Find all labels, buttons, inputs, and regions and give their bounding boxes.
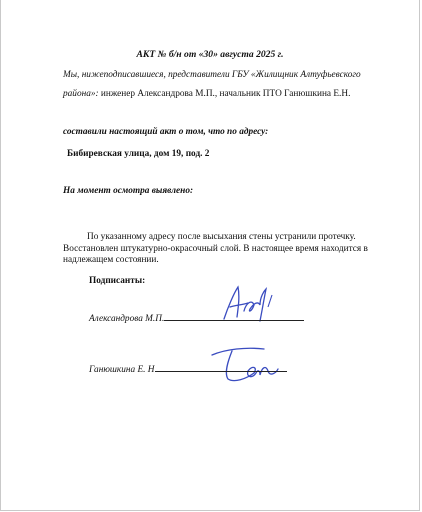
act-title: АКТ № б/н от «30» августа 2025 г.	[136, 49, 284, 60]
intro-line-2-italic: района»:	[63, 89, 99, 99]
intro-line-2	[63, 89, 350, 99]
signers-heading: Подписанты:	[89, 276, 146, 286]
compiled-statement: составили настоящий акт о том, что по адресу:	[63, 127, 269, 137]
inspection-body	[63, 232, 391, 267]
address: Бибиревская улица, дом 19, под. 2	[67, 149, 210, 159]
signer-row-1	[89, 312, 304, 324]
inspection-heading: На момент осмотра выявлено:	[63, 186, 194, 196]
inspection-body-text: По указанному адресу после высыхания стены устранили протечку. Восстановлен штукатурно-окрасочный слой. В настоящее время находится в надлежащем состоянии.	[63, 232, 368, 266]
signer-row-2	[89, 363, 287, 375]
signature-line-2	[155, 363, 287, 372]
intro-line-1: Мы, нижеподписавшиеся, представители ГБУ «Жилищник Алтуфьевского	[63, 70, 361, 80]
signature-line-1	[164, 312, 304, 321]
signer-name-2: Ганюшкина Е. Н	[89, 365, 155, 375]
signer-name-1: Александрова М.П.	[89, 314, 165, 324]
intro-line-2-rest: инженер Александрова М.П., начальник ПТО Ганюшкина Е.Н.	[98, 89, 351, 99]
